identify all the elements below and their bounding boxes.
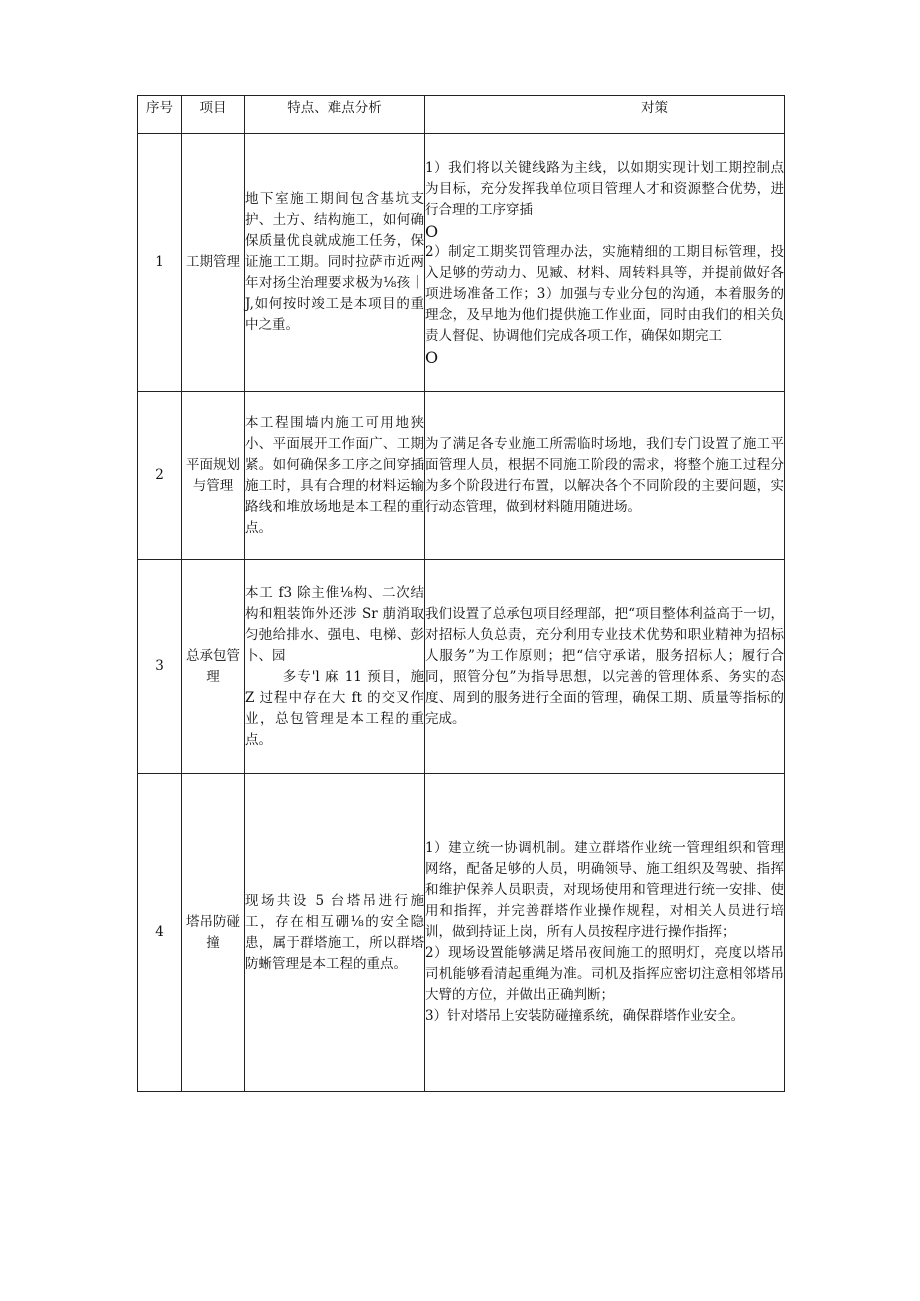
row-number: 2 bbox=[138, 392, 182, 560]
header-measures: 对策 bbox=[425, 96, 785, 134]
row-project: 总承包管理 bbox=[182, 560, 245, 774]
row-measures bbox=[425, 392, 785, 560]
row-number: 3 bbox=[138, 560, 182, 774]
header-project: 项目 bbox=[182, 96, 245, 134]
measure-item: 为了满足各专业施工所需临时场地，我们专门设置了施工平面管理人员，根据不同施工阶段的需求，将整个施工过程分为多个阶段进行布置，以解决各个不同阶段的主要问题，实行动态管理，做到材料随用随进场。 bbox=[425, 435, 784, 515]
row-project: 工期管理 bbox=[182, 134, 245, 392]
feature-line: 多专'l 麻 11 预目，施 Z 过程中存在大 ft 的交叉作业，总包管理是本工程的重点。 bbox=[245, 668, 424, 748]
measure-item: O bbox=[425, 347, 439, 367]
row-project: 平面规划与管理 bbox=[182, 392, 245, 560]
row-project: 塔吊防碰撞 bbox=[182, 774, 245, 1092]
row-features: 现场共设 5 台塔吊进行施工，存在相互硼⅛的安全隐患，属于群塔施工，所以群塔防蜥管理是本工程的重点。 bbox=[245, 774, 425, 1092]
measure-item: 2）现场设置能够满足塔吊夜间施工的照明灯，亮度以塔吊司机能够看清起重绳为准。司机及指挥应密切注意相邻塔吊大臂的方位，并做出正确判断； bbox=[425, 945, 784, 1003]
row-measures bbox=[425, 134, 785, 392]
measure-item: 1）我们将以关键线路为主线，以如期实现计划工期控制点为目标，充分发挥我单位项目管理人才和资源整合优势，进行合理的工序穿插 bbox=[425, 159, 784, 218]
row-features: 本工程围墙内施工可用地狭小、平面展开工作面广、工期紧。如何确保多工序之间穿插施工时，具有合理的材料运输路线和堆放场地是本工程的重点。 bbox=[245, 392, 425, 560]
table-row bbox=[138, 134, 785, 392]
row-number: 1 bbox=[138, 134, 182, 392]
row-number: 4 bbox=[138, 774, 182, 1092]
measure-item: 1）建立统一协调机制。建立群塔作业统一管理组织和管理网络，配备足够的人员，明确领导、施工组织及驾驶、指挥和维护保养人员职责，对现场使用和管理进行统一安排、使用和指挥，并完善群塔作业操作规程，对相关人员进行培训，做到持证上岗，所有人员按程序进行操作指挥； bbox=[425, 840, 784, 940]
measure-item: 3）针对塔吊上安装防碰撞系统，确保群塔作业安全。 bbox=[425, 1008, 745, 1024]
measure-item: O bbox=[425, 221, 439, 241]
measure-item: 我们设置了总承包项目经理部，把“项目整体利益高于一切，对招标人负总责，充分利用专业技术优势和职业精神为招标人服务”为工作原则；把“信守承诺，服务招标人；履行合同，照管分包”为指导思想，以完善的管理体系、务实的态度、周到的服务进行全面的管理，确保工期、质量等指标的完成。 bbox=[425, 605, 784, 727]
strategy-table bbox=[137, 95, 785, 1092]
row-measures bbox=[425, 560, 785, 774]
table-row bbox=[138, 774, 785, 1092]
measure-item: 2）制定工期奖罚管理办法，实施精细的工期目标管理，投入足够的劳动力、见臧、材料、周转料具等，并提前做好各项进场准备工作；3）加强与专业分包的沟通，本着服务的理念，及早地为他们提供施工作业面，同时由我们的相关负责人督促、协调他们完成各项工作，确保如期完工 bbox=[425, 243, 784, 344]
header-features: 特点、难点分析 bbox=[245, 96, 425, 134]
row-measures bbox=[425, 774, 785, 1092]
feature-line: 本工 f3 除主倠⅛构、二次结构和粗装饰外还涉 Sr 萠消取匀弛给排水、强电、电梯、彭卜、园 bbox=[245, 584, 424, 664]
table-header-row bbox=[138, 96, 785, 134]
header-no: 序号 bbox=[138, 96, 182, 134]
table-row bbox=[138, 560, 785, 774]
table-row bbox=[138, 392, 785, 560]
row-features: 地下室施工期间包含基坑支护、土方、结构施工，如何确保质量优良就成施工任务，保证施工工期。同时拉萨市近两年对扬尘治理要求极为⅛孩｜J,如何按时竣工是本项目的重中之重。 bbox=[245, 134, 425, 392]
row-features bbox=[245, 560, 425, 774]
